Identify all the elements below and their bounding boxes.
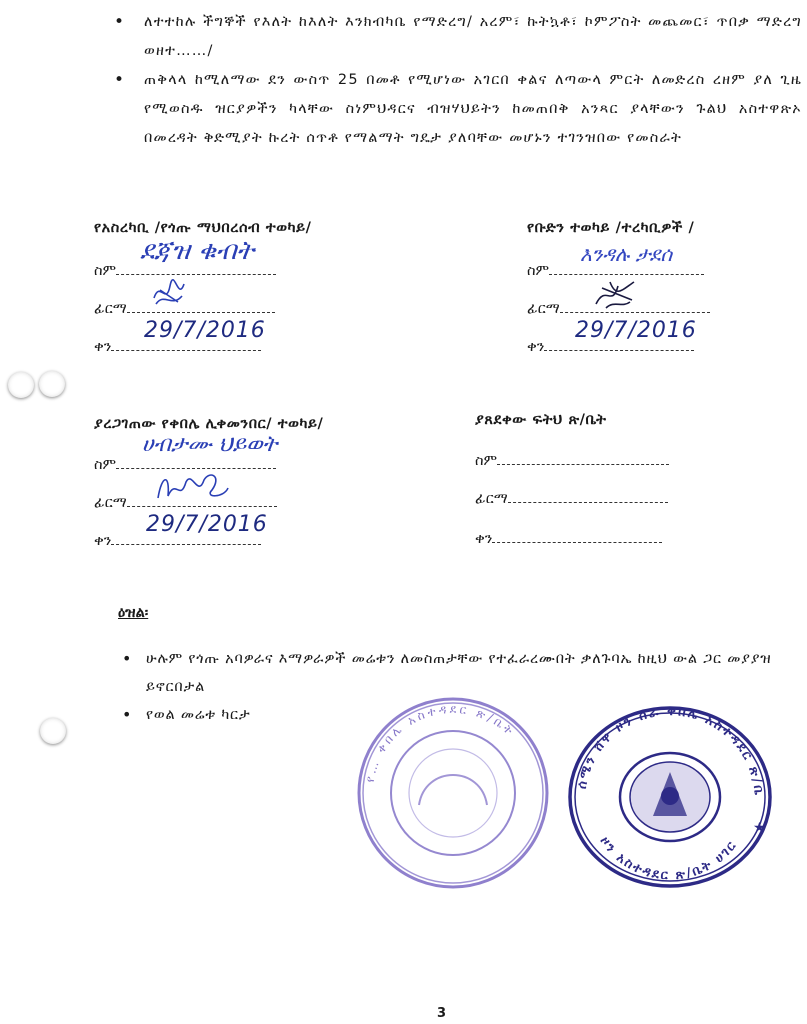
date-label: ቀን: [94, 533, 112, 549]
applicant-handwritten-name: ደጃዝ ቁብት: [140, 236, 255, 266]
svg-text:የ… ቀበሌ አስተዳደር ጽ/ቤት: [363, 702, 518, 784]
right-stamp-top-text: ሰሜን ሸዋ ዞን ስራ ቀበሌ አስተዳደር ጽ/ቤት: [561, 693, 767, 797]
group-signature-scribble: [592, 278, 638, 312]
section-title-court: ያጸደቀው ፍትህ ጽ/ቤት: [475, 412, 607, 428]
signature-label: ፊርማ: [94, 495, 127, 511]
date-line: [492, 530, 662, 543]
section-title-verifier: ያረጋገጠው የቀበሌ ሊቀመንበር/ ተወካይ/: [94, 416, 324, 432]
right-stamp-bottom-text: ዞን አስተዳደር ጽ/ቤት ሀገር: [596, 834, 741, 884]
court-date-row: [475, 530, 662, 547]
star-icon: ★: [753, 820, 766, 836]
punch-hole: [40, 718, 66, 744]
signature-line: [508, 490, 668, 503]
applicant-handwritten-date: 29/7/2016: [144, 318, 266, 343]
note-title: ዕዝል፡: [118, 605, 149, 621]
group-handwritten-date: 29/7/2016: [575, 318, 697, 343]
name-label: ስም: [527, 263, 550, 279]
administration-seal-stamp: [561, 693, 773, 890]
court-signature-row: [475, 490, 668, 507]
date-label: ቀን: [527, 339, 545, 355]
punch-hole: [8, 372, 34, 398]
name-line: [497, 452, 669, 465]
verifier-handwritten-name: ሀብታሙ ህይወት: [142, 432, 278, 457]
name-label: ስም: [94, 457, 117, 473]
signature-label: ፊርማ: [527, 301, 560, 317]
obligations-list: [112, 8, 802, 153]
section-title-group: የቡድን ተወካይ /ተረካቢዎች /: [527, 220, 695, 236]
verifier-handwritten-date: 29/7/2016: [146, 512, 268, 537]
court-name-row: [475, 452, 669, 469]
note-item: • የወል መሬቱ ካርታ: [118, 701, 778, 729]
obligation-item: • ጠቅላላ ከሚለማው ደን ውስጥ 25 በመቶ የሚሆነው አገርበ ቀልና ለጣውላ ምርት ለመድረስ ረዘም ያለ ጊዜ የሚወስዱ ዝርያዎችን ካላቸው ስነምህዳርና ብዝሃህይትን ከመጠበቅ አንጻር ያላቸውን ጉልህ አስተዋጽኦ በመረዳት ቅድሚያት ኩረት ሰጥቶ የማልማት ግዴታ ያለባቸው መሆኑን ተገንዝበው የመስራት: [112, 66, 802, 153]
date-label: ቀን: [94, 339, 112, 355]
punch-hole: [39, 371, 65, 397]
signature-label: ፊርማ: [94, 301, 127, 317]
group-handwritten-name: እንዳሉ ታደሰ: [580, 242, 673, 266]
obligation-item: • ለተተከሉ ችግኞች የእለት ከእለት እንክብካቤ የማድረግ/ አረም፣ ኩትኳቶ፣ ኮምፖስት መጨመር፣ ጥበቃ ማድረግ ወዘተ……/: [112, 8, 802, 66]
section-title-applicant: የአስረካቢ /የጎጡ ማህበረሰብ ተወካይ/: [94, 220, 312, 236]
date-label: ቀን: [475, 531, 493, 547]
applicant-signature-scribble: [148, 276, 188, 310]
signature-label: ፊርማ: [475, 491, 508, 507]
left-stamp-text: የ… ቀበሌ አስተዳደር ጽ/ቤት: [362, 701, 518, 784]
page-number: 3: [437, 1006, 447, 1021]
kebele-seal-stamp: [355, 695, 551, 891]
verifier-signature-scribble: [152, 468, 232, 504]
name-label: ስም: [94, 263, 117, 279]
name-label: ስም: [475, 453, 498, 469]
note-item: • ሁሉም የጎጡ አባዎራና እማዎራዎች መሬቱን ለመስጠታቸው የተፈራረሙበት ቃለጉባኤ ከዚህ ውል ጋር መያያዝ ይኖርበታል: [118, 645, 778, 701]
